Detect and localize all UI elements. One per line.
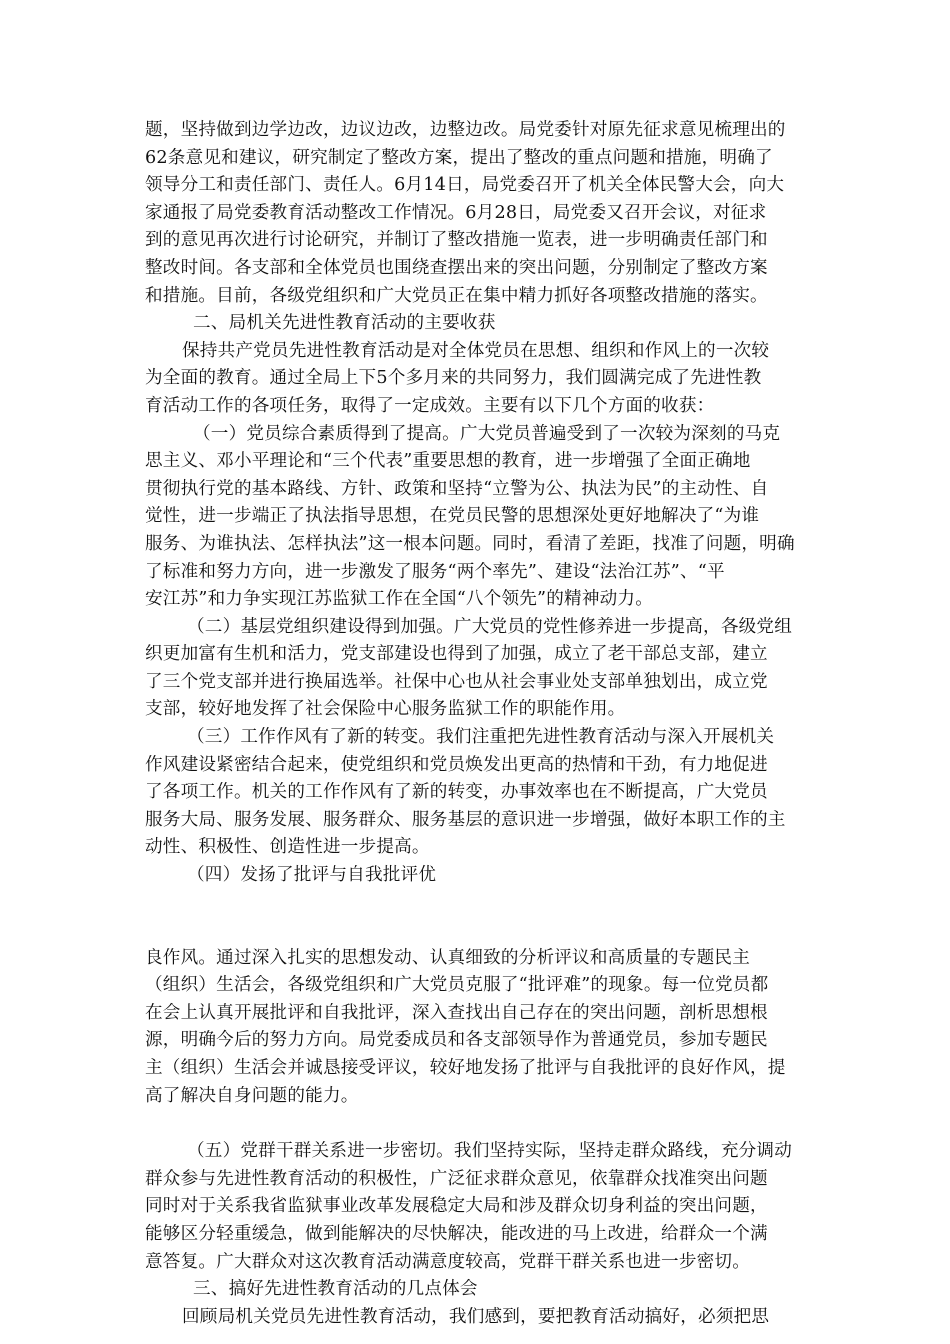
paragraph-line: 服务、为谁执法、怎样执法”这一根本问题。同时，看清了差距，找准了问题，明确 <box>145 533 795 554</box>
paragraph-line: 织更加富有生机和活力，党支部建设也得到了加强，成立了老干部总支部，建立 <box>145 644 768 665</box>
paragraph-line: 领导分工和责任部门、责任人。6月14日，局党委召开了机关全体民警大会，向大 <box>145 175 785 196</box>
paragraph-line: 了标准和努力方向，进一步激发了服务“两个率先”、建设“法治江苏”、“平 <box>145 561 725 582</box>
paragraph-line: 贯彻执行党的基本路线、方针、政策和坚持“立警为公、执法为民”的主动性、自 <box>145 478 769 499</box>
paragraph-line: 保持共产党员先进性教育活动是对全体党员在思想、组织和作风上的一次较 <box>182 340 770 361</box>
paragraph-line: （组织）生活会，各级党组织和广大党员克服了“批评难”的现象。每一位党员都 <box>145 975 769 996</box>
paragraph-line: 在会上认真开展批评和自我批评，深入查找出自己存在的突出问题，剖析思想根 <box>145 1002 768 1023</box>
section-heading: 二、局机关先进性教育活动的主要收获 <box>193 313 496 334</box>
paragraph-line: （二）基层党组织建设得到加强。广大党员的党性修养进一步提高，各级党组 <box>187 616 792 637</box>
paragraph-line: 意答复。广大群众对这次教育活动满意度较高，党群干群关系也进一步密切。 <box>145 1251 750 1272</box>
page-gap <box>145 890 805 945</box>
paragraph-line: 家通报了局党委教育活动整改工作情况。6月28日，局党委又召开会议，对征求 <box>145 202 767 223</box>
paragraph-line: （一）党员综合素质得到了提高。广大党员普遍受到了一次较为深刻的马克 <box>193 423 781 444</box>
paragraph-line: 高了解决自身问题的能力。 <box>145 1085 359 1106</box>
paragraph-line: 同时对于关系我省监狱事业改革发展稳定大局和涉及群众切身利益的突出问题， <box>145 1196 768 1217</box>
paragraph-line: （三）工作作风有了新的转变。我们注重把先进性教育活动与深入开展机关 <box>187 727 775 748</box>
paragraph-line: 支部，较好地发挥了社会保险中心服务监狱工作的职能作用。 <box>145 699 626 720</box>
paragraph-line: 和措施。目前，各级党组织和广大党员正在集中精力抓好各项整改措施的落实。 <box>145 285 768 306</box>
paragraph-line: 安江苏”和力争实现江苏监狱工作在全国“八个领先”的精神动力。 <box>145 589 654 610</box>
paragraph-line: 良作风。通过深入扎实的思想发动、认真细致的分析评议和高质量的专题民主 <box>145 947 750 968</box>
paragraph-line: 群众参与先进性教育活动的积极性，广泛征求群众意见，依靠群众找准突出问题 <box>145 1168 768 1189</box>
paragraph-line: （五）党群干群关系进一步密切。我们坚持实际，坚持走群众路线，充分调动 <box>187 1141 792 1162</box>
paragraph-line: 能够区分轻重缓急，做到能解决的尽快解决，能改进的马上改进，给群众一个满 <box>145 1223 768 1244</box>
paragraph-line: 服务大局、服务发展、服务群众、服务基层的意识进一步增强，做好本职工作的主 <box>145 809 786 830</box>
paragraph-line: 了各项工作。机关的工作作风有了新的转变，办事效率也在不断提高，广大党员 <box>145 782 768 803</box>
paragraph-line: 作风建设紧密结合起来，使党组织和党员焕发出更高的热情和干劲，有力地促进 <box>145 754 768 775</box>
paragraph-line: （四）发扬了批评与自我批评优 <box>187 865 437 886</box>
paragraph-line: 了三个党支部并进行换届选举。社保中心也从社会事业处支部单独划出，成立党 <box>145 671 768 692</box>
paragraph-line: 题，坚持做到边学边改，边议边改，边整边改。局党委针对原先征求意见梳理出的 <box>145 120 786 140</box>
paragraph-line: 到的意见再次进行讨论研究，并制订了整改措施一览表，进一步明确责任部门和 <box>145 230 768 251</box>
paragraph-line: 为全面的教育。通过全局上下5个多月来的共同努力，我们圆满完成了先进性教 <box>145 368 762 389</box>
paragraph-line: 动性、积极性、创造性进一步提高。 <box>145 837 430 858</box>
section-heading: 三、搞好先进性教育活动的几点体会 <box>193 1279 478 1300</box>
paragraph-line: 整改时间。各支部和全体党员也围绕查摆出来的突出问题，分别制定了整改方案 <box>145 257 768 278</box>
paragraph-line: 思主义、邓小平理论和“三个代表”重要思想的教育，进一步增强了全面正确地 <box>145 451 751 472</box>
paragraph-line: 回顾局机关党员先进性教育活动，我们感到，要把教育活动搞好，必须把思 <box>182 1306 770 1327</box>
paragraph-line: 源，明确今后的努力方向。局党委成员和各支部领导作为普通党员，参加专题民 <box>145 1030 768 1051</box>
paragraph-line: 觉性，进一步端正了执法指导思想，在党员民警的思想深处更好地解决了“为谁 <box>145 506 760 527</box>
paragraph-gap <box>145 1110 805 1138</box>
document-body <box>145 117 805 1331</box>
paragraph-line: 62条意见和建议，研究制定了整改方案，提出了整改的重点问题和措施，明确了 <box>145 147 773 168</box>
paragraph-line: 育活动工作的各项任务，取得了一定成效。主要有以下几个方面的收获： <box>145 395 715 416</box>
paragraph-line: 主（组织）生活会并诚恳接受评议，较好地发扬了批评与自我批评的良好作风，提 <box>145 1058 786 1078</box>
